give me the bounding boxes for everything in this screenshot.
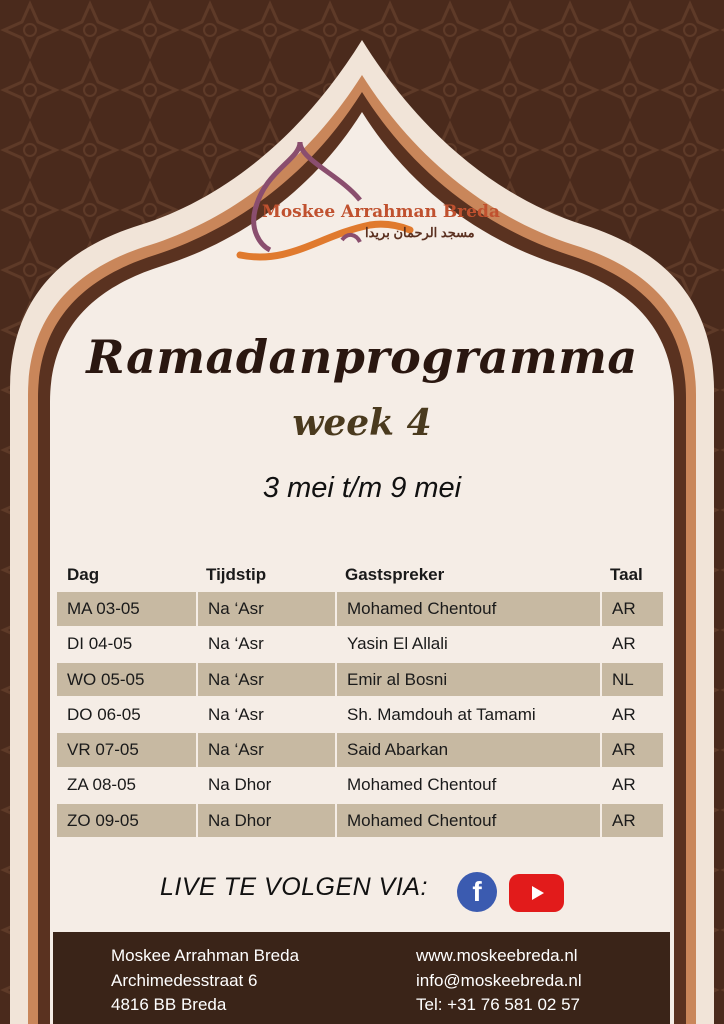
- cell-language: AR: [600, 592, 663, 625]
- table-row: [57, 663, 663, 698]
- footer-website-link[interactable]: www.moskeebreda.nl: [416, 946, 578, 965]
- cell-language: AR: [600, 769, 663, 802]
- logo-arabic: مسجد الرحمان بريدا: [365, 225, 475, 240]
- cell-language: AR: [600, 733, 663, 766]
- table-row: [57, 804, 663, 839]
- footer-city: 4816 BB Breda: [111, 995, 227, 1014]
- cell-speaker: Mohamed Chentouf: [335, 769, 600, 802]
- cell-language: AR: [600, 804, 663, 837]
- cell-speaker: Said Abarkan: [335, 733, 600, 766]
- date-range: 3 mei t/m 9 mei: [262, 472, 462, 504]
- footer-address: [111, 944, 299, 1018]
- cell-time: Na Dhor: [196, 769, 335, 802]
- header-day: Dag: [67, 564, 100, 584]
- cell-time: Na ‘Asr: [196, 733, 335, 766]
- table-row: [57, 628, 663, 663]
- page-title: Ramadanprogramma: [86, 330, 638, 384]
- cell-time: Na ‘Asr: [196, 628, 335, 661]
- week-subtitle: week 4: [292, 402, 432, 444]
- cell-time: Na Dhor: [196, 804, 335, 837]
- cell-language: AR: [600, 698, 663, 731]
- cell-day: VR 07-05: [67, 740, 139, 760]
- table-row: [57, 698, 663, 733]
- cell-language: NL: [600, 663, 663, 696]
- cell-time: Na ‘Asr: [196, 592, 335, 625]
- facebook-icon[interactable]: f: [457, 872, 497, 912]
- table-row: [57, 769, 663, 804]
- cell-day: ZO 09-05: [67, 810, 139, 830]
- footer-name: Moskee Arrahman Breda: [111, 946, 300, 965]
- logo-name: Moskee Arrahman Breda: [262, 202, 500, 222]
- cell-speaker: Mohamed Chentouf: [335, 804, 600, 837]
- footer-contact: [416, 944, 582, 1018]
- cell-time: Na ‘Asr: [196, 663, 335, 696]
- cell-speaker: Emir al Bosni: [335, 663, 600, 696]
- cell-day: DI 04-05: [67, 634, 133, 654]
- cell-speaker: Sh. Mamdouh at Tamami: [335, 698, 600, 731]
- cell-language: AR: [600, 628, 663, 661]
- cell-day: ZA 08-05: [67, 775, 136, 795]
- header-language: Taal: [610, 564, 643, 584]
- youtube-icon[interactable]: [509, 874, 564, 912]
- schedule-table: [57, 557, 663, 839]
- play-icon: [527, 883, 547, 903]
- footer-street: Archimedesstraat 6: [111, 970, 258, 990]
- cell-time: Na ‘Asr: [196, 698, 335, 731]
- table-row: [57, 733, 663, 768]
- cell-speaker: Mohamed Chentouf: [335, 592, 600, 625]
- table-row: [57, 592, 663, 627]
- cell-day: WO 05-05: [67, 669, 145, 689]
- cell-speaker: Yasin El Allali: [335, 628, 600, 661]
- header-time: Tijdstip: [206, 564, 267, 584]
- footer-phone: Tel: +31 76 581 02 57: [416, 995, 580, 1014]
- footer-email-link[interactable]: info@moskeebreda.nl: [416, 970, 582, 990]
- cell-day: MA 03-05: [67, 598, 140, 618]
- cell-day: DO 06-05: [67, 704, 141, 724]
- live-label: LIVE TE VOLGEN VIA:: [160, 873, 428, 901]
- header-speaker: Gastspreker: [345, 564, 445, 584]
- table-header: [57, 557, 663, 592]
